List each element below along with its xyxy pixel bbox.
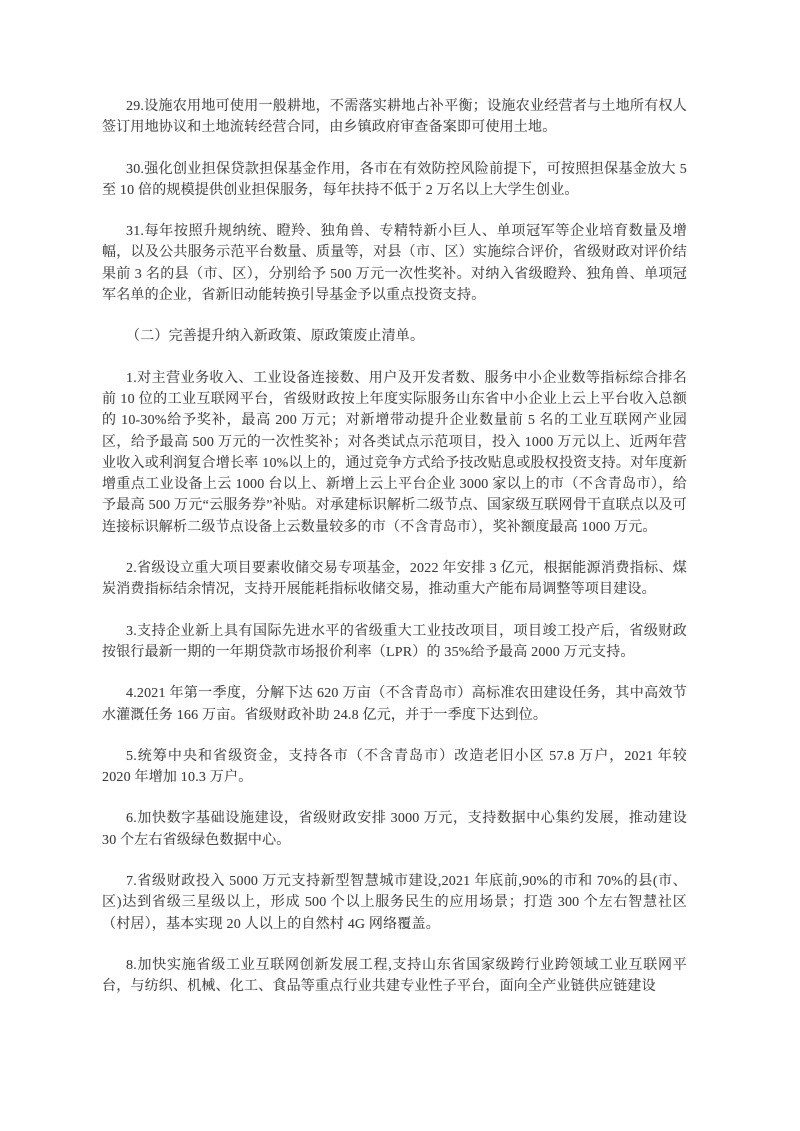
item-7: 7.省级财政投入 5000 万元支持新型智慧城市建设,2021 年底前,90%的市和 70%的县(市、区)达到省级三星级以上，形成 500 个以上服务民生的应用场景；打造 300 个左右智慧社区（村居），基本实现 20 人以上的自然村 4G 网络覆盖。 xyxy=(102,874,687,932)
item-2: 2.省级设立重大项目要素收储交易专项基金，2022 年安排 3 亿元，根据能源消费指标、煤炭消费指标结余情况，支持开展能耗指标收储交易，推动重大产能布局调整等项目建设。 xyxy=(102,561,687,598)
item-30: 30.强化创业担保贷款担保基金作用，各市在有效防控风险前提下，可按照担保基金放大 5 至 10 倍的规模提供创业担保服务，每年扶持不低于 2 万名以上大学生创业。 xyxy=(102,161,687,198)
section-2-heading: （二）完善提升纳入新政策、原政策废止清单。 xyxy=(126,329,425,345)
item-5: 5.统筹中央和省级资金，支持各市（不含青岛市）改造老旧小区 57.8 万户，2021 年较 2020 年增加 10.3 万户。 xyxy=(102,748,687,786)
item-31: 31.每年按照升规纳统、瞪羚、独角兽、专精特新小巨人、单项冠军等企业培育数量及增幅，以及公共服务示范平台数量、质量等，对县（市、区）实施综合评价，省级财政对评价结果前 3 名的县（市、区），分别给予 500 万元一次性奖补。对纳入省级瞪羚、独角兽、单项冠军名单的企业，省新旧动能转换引导基金予以重点投资支持。 xyxy=(102,224,687,304)
item-3: 3.支持企业新上具有国际先进水平的省级重大工业技改项目，项目竣工投产后，省级财政按银行最新一期的一年期贷款市场报价利率（LPR）的 35%给予最高 2000 万元支持。 xyxy=(102,623,687,660)
item-1: 1.对主营业务收入、工业设备连接数、用户及开发者数、服务中小企业数等指标综合排名前 10 位的工业互联网平台，省级财政按上年度实际服务山东省中小企业上云上平台收入总额的 10-30%给予奖补，最高 200 万元；对新增带动提升企业数量前 5 名的工业互联网产业园区，给予最高 500 万元的一次性奖补；对各类试点示范项目，投入 1000 万元以上、近两年营业收入或利润复合增长率 10%以上的，通过竞争方式给予技改贴息或股权投资支持。对年度新增重点工业设备上云 1000 台以上、新增上云上平台企业 3000 家以上的市（不含青岛市），给予最高 500 万元“云服务券”补贴。对承建标识解析二级节点、国家级互联网骨干直联点以及可连接标识解析二级节点设备上云数量较多的市（不含青岛市），奖补额度最高 1000 万元。 xyxy=(102,370,687,535)
item-8: 8.加快实施省级工业互联网创新发展工程,支持山东省国家级跨行业跨领域工业互联网平台，与纺织、机械、化工、食品等重点行业共建专业性子平台，面向全产业链供应链建设 xyxy=(102,957,687,995)
item-4: 4.2021 年第一季度，分解下达 620 万亩（不含青岛市）高标准农田建设任务，其中高效节水灌溉任务 166 万亩。省级财政补助 24.8 亿元，并于一季度下达到位。 xyxy=(102,686,687,723)
document-body xyxy=(102,96,687,998)
item-6: 6.加快数字基础设施建设，省级财政安排 3000 万元，支持数据中心集约发展，推动建设 30 个左右省级绿色数据中心。 xyxy=(102,811,687,848)
item-29: 29.设施农用地可使用一般耕地，不需落实耕地占补平衡；设施农业经营者与土地所有权人签订用地协议和土地流转经营合同，由乡镇政府审查备案即可使用土地。 xyxy=(102,99,687,136)
